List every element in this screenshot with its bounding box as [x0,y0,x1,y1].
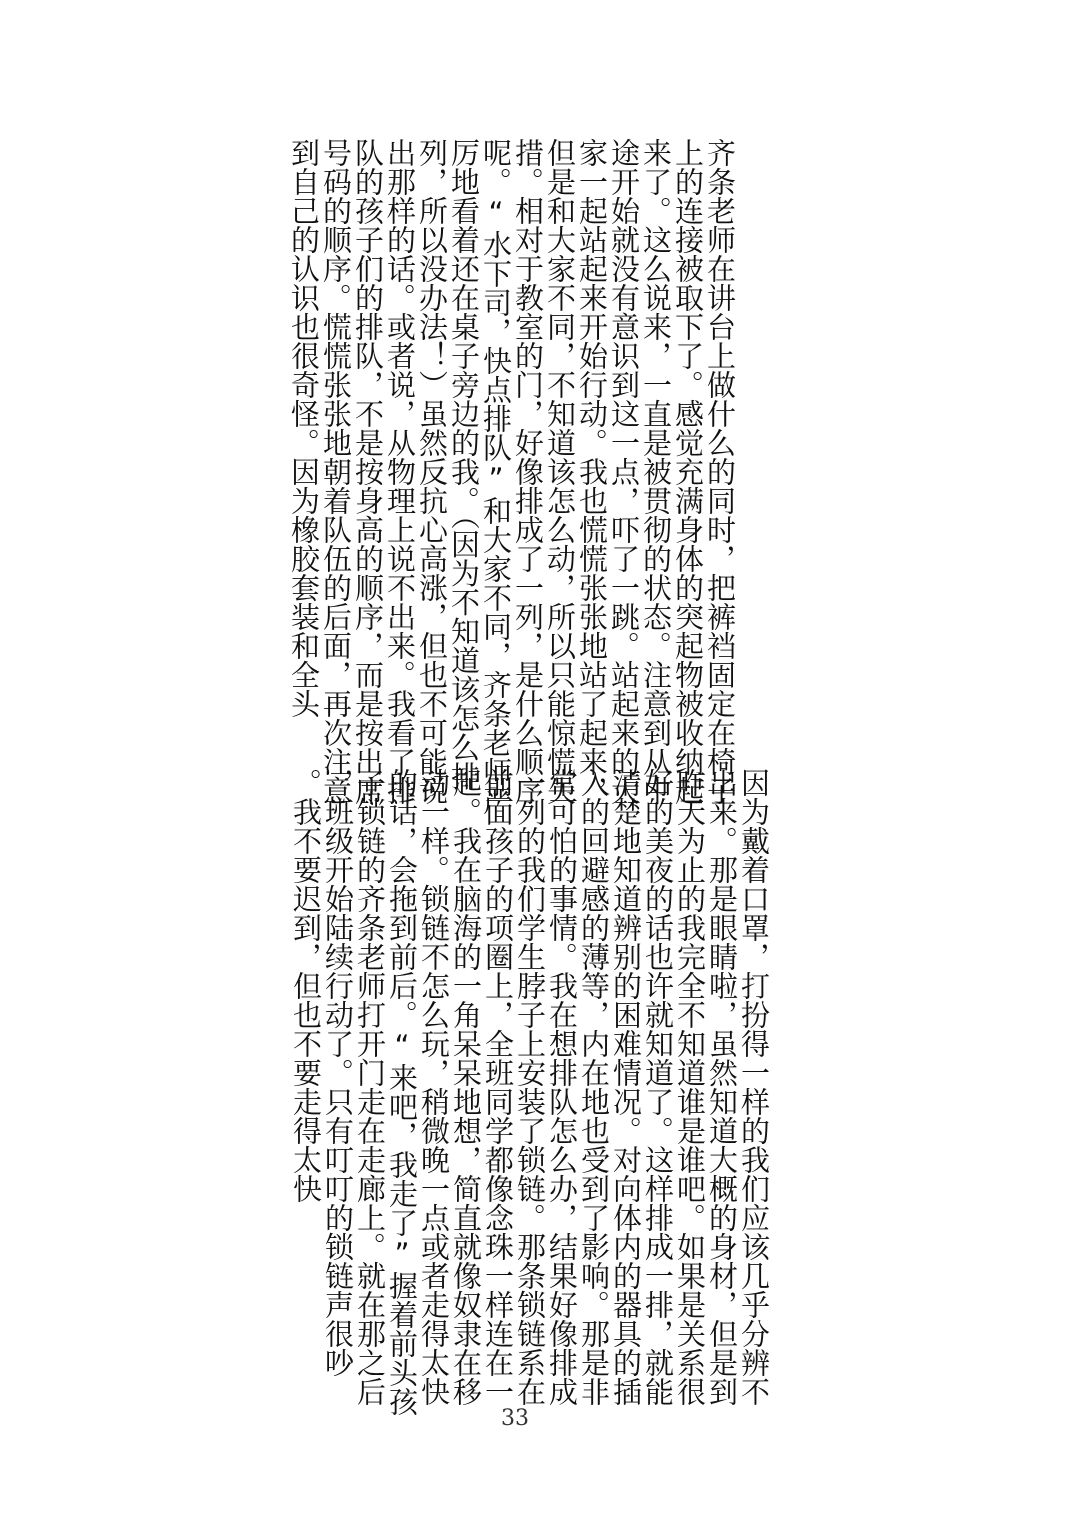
text-column: 。我不要迟到，但也不要走得太快 [289,768,323,1203]
text-column: 家一起站起来开始行动。我也慌慌张张地站了起来， [575,138,609,805]
text-column: 常可怕的事情。我在想排队怎么办，结果好像排成 [545,768,579,1406]
text-block-bottom [290,768,770,1418]
text-column: 子锁链的齐条老师打开门走在走廊上。就在那之后 [353,768,387,1406]
text-column: 动一样。锁链不怎么玩，稍微晚一点或者走得太快 [417,768,451,1406]
text-column: ，班级开始陆续行动了。只有叮叮的锁链声很吵 [321,768,355,1377]
text-column: 的话，会拖到前后。“来吧，我走了”握着前头孩 [385,768,419,1416]
text-block-top [287,138,737,815]
text-column: 队的孩子们的排队，不是按身高的顺序，而是按出席 [351,138,385,805]
text-column: 因为戴着口罩，打扮得一样的我们应该几乎分辨不 [737,768,771,1406]
text-column: 来了。这么说来，一直是被贯彻的状态。注意到从中 [639,138,673,805]
text-column: 一列的我们学生脖子上安装了锁链。那条锁链系在 [513,768,547,1406]
text-column: 号码的顺序。慌慌张张地朝着队伍的后面，再次注意 [319,138,353,805]
text-column: 起。我在脑海的一角呆呆地想，简直就像奴隶在移 [449,768,483,1406]
text-column: 措。相对于教室的门，好像排成了一列，是什么顺序 [511,138,545,805]
text-column: 出那样的话。或者说，从物理上说不出来。我看了排 [383,138,417,805]
text-column: 厉地看着还在桌子旁边的我。（因为不知道该怎么排 [447,138,481,791]
text-column: 到自己的认识也很奇怪。因为橡胶套装和全头 [287,138,321,718]
text-column: 呢。“水下司，快点排队”和大家不同，齐条老师严 [479,138,513,815]
text-column: 好的美夜的话也许就知道了。这样排成一排，就能 [641,768,675,1406]
text-column: 但是和大家不同，不知道该怎么动，所以只能惊慌失 [543,138,577,805]
text-column: 列，所以没办法！）虽然反抗心高涨，但也不可能说 [415,138,449,805]
text-column: 昨天为止的我完全不知道谁是谁吧。如果是关系很 [673,768,707,1406]
text-column: 前面孩子的项圈上，全班同学都像念珠一样连在一 [481,768,515,1406]
text-column: 齐条老师在讲台上做什么的同时，把裤裆固定在椅子 [703,138,737,805]
text-column: 清楚地知道辨别的困难情况。对向体内的器具的插 [609,768,643,1406]
text-column: 途开始就没有意识到这一点，吓了一跳。站起来的大 [607,138,641,805]
page-number: 33 [501,1406,529,1431]
text-column: 上的连接被取下了。感觉充满身体的突起物被收纳起 [671,138,705,805]
text-column: 入的回避感的薄等，内在地也受到了影响。那是非 [577,768,611,1406]
text-column: 出来。那是眼睛啦，虽然知道大概的身材，但是到 [705,768,739,1406]
